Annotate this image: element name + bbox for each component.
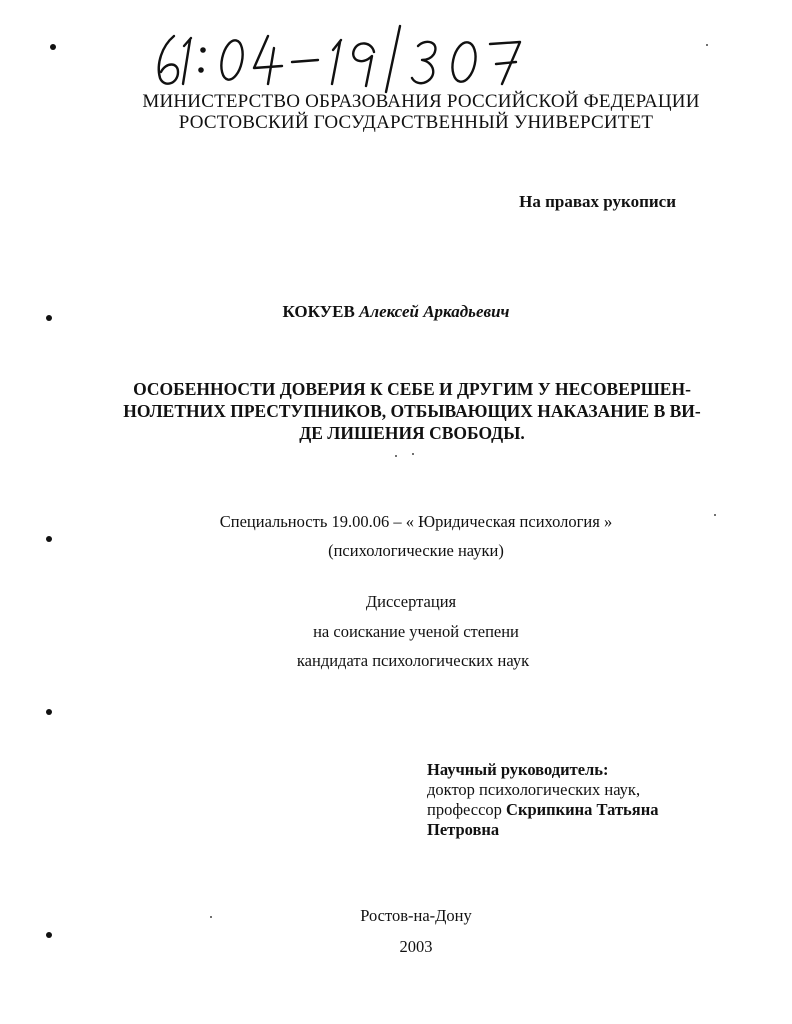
author-given-name: Алексей Аркадьевич	[359, 302, 510, 321]
degree-name: кандидата психологических наук	[296, 651, 530, 670]
title-line: НОЛЕТНИХ ПРЕСТУПНИКОВ, ОТБЫВАЮЩИХ НАКАЗАНИЕ В ВИ-	[123, 401, 701, 421]
university-name: РОСТОВСКИЙ ГОСУДАРСТВЕННЫЙ УНИВЕРСИТЕТ	[178, 112, 654, 133]
author-name	[0, 302, 792, 322]
title-line: ОСОБЕННОСТИ ДОВЕРИЯ К СЕБЕ И ДРУГИМ У НЕСОВЕРШЕН-	[133, 379, 691, 399]
advisor-heading: Научный руководитель:	[427, 760, 609, 779]
scientific-advisor-block	[427, 760, 727, 840]
degree-purpose: на соискание ученой степени	[313, 622, 519, 641]
margin-hole-mark	[46, 932, 52, 938]
scan-speck	[210, 916, 212, 918]
advisor-name-part2: Петровна	[427, 820, 500, 839]
specialty-line: Специальность 19.00.06 – « Юридическая психология »	[219, 512, 613, 531]
dissertation-label: Диссертация	[365, 592, 457, 611]
scan-speck	[714, 514, 716, 516]
dissertation-title	[110, 378, 714, 444]
margin-hole-mark	[46, 536, 52, 542]
margin-hole-mark	[46, 315, 52, 321]
science-branch: (психологические науки)	[328, 541, 504, 560]
advisor-degree: доктор психологических наук,	[427, 780, 641, 799]
ministry-name: МИНИСТЕРСТВО ОБРАЗОВАНИЯ РОССИЙСКОЙ ФЕДЕРАЦИИ	[142, 91, 700, 112]
year: 2003	[399, 937, 433, 956]
scan-speck	[395, 455, 397, 457]
margin-hole-mark	[46, 709, 52, 715]
advisor-rank-name	[427, 800, 727, 820]
handwritten-code-drawing	[150, 22, 570, 94]
city: Ростов-на-Дону	[360, 906, 472, 925]
author-surname: КОКУЕВ	[282, 302, 355, 321]
scan-speck	[412, 453, 414, 455]
title-line: ДЕ ЛИШЕНИЯ СВОБОДЫ.	[299, 423, 525, 443]
manuscript-rights-note: На правах рукописи	[519, 192, 676, 211]
scan-speck	[706, 44, 708, 46]
advisor-rank: профессор	[427, 800, 502, 819]
handwritten-registration-code	[150, 22, 570, 94]
margin-hole-mark	[50, 44, 56, 50]
advisor-name-part1: Скрипкина Татьяна	[506, 800, 659, 819]
